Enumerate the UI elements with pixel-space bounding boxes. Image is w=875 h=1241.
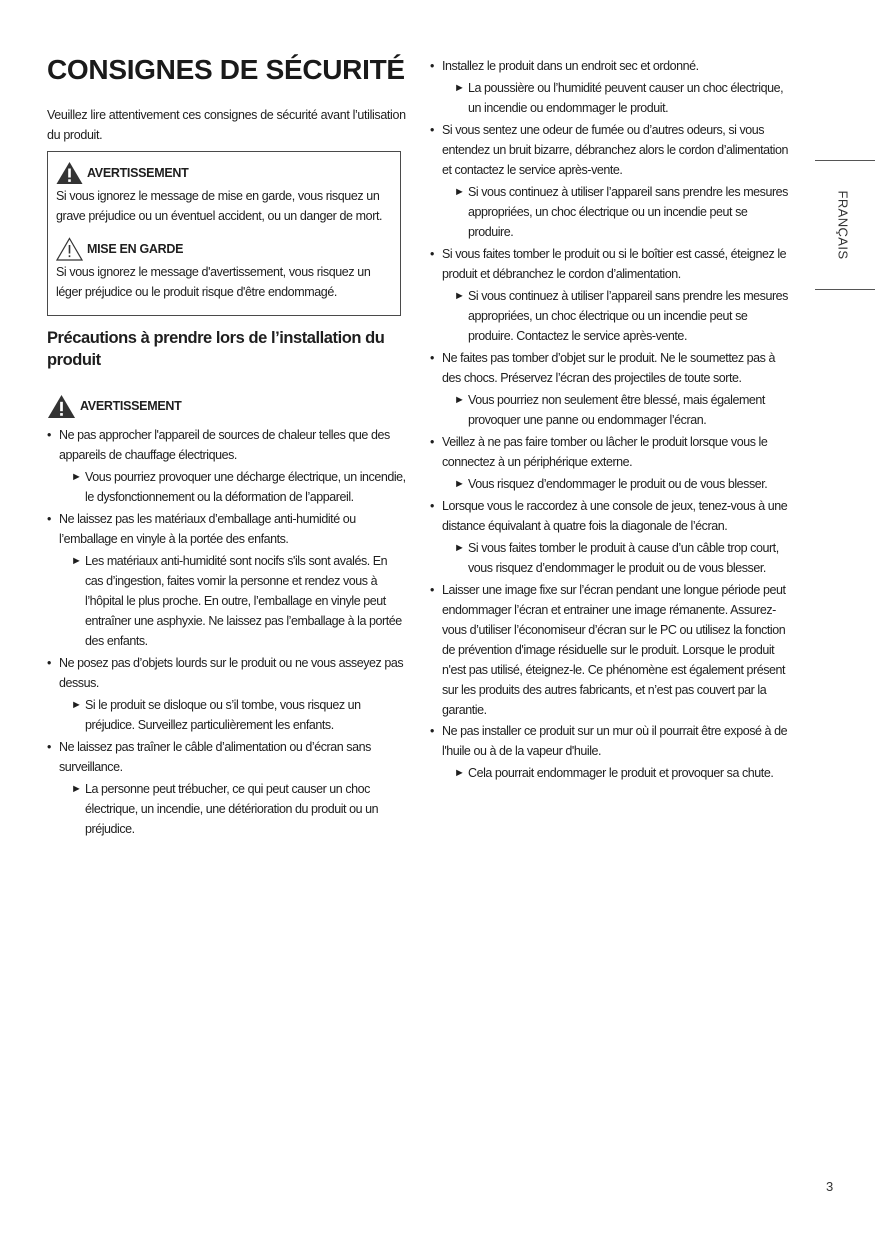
sub-item (59, 779, 407, 839)
item-text: Si vous sentez une odeur de fumée ou d’autres odeurs, si vous entendez un bruit bizarre, débranchez alors le cordon d’alimentation et contactez le service après-vente. (442, 123, 789, 177)
warning-filled-icon (56, 161, 83, 185)
item-text: Ne posez pas d’objets lourds sur le produit ou ne vous asseyez pas dessus. (59, 656, 404, 690)
sub-item-text: La poussière ou l’humidité peuvent causer un choc électrique, un incendie ou endommager le produit. (468, 81, 784, 115)
left-column (47, 425, 407, 841)
sub-item (442, 78, 790, 118)
item-text: Laisser une image fixe sur l’écran pendant une longue période peut endommager l’écran et entrainer une image rémanente. Assurez-vous d’utiliser l’économiseur d’écran sur le PC ou utilisez la fonction de prévention d'image résiduelle sur le produit. Lorsque le produit n'est pas utilisé, éteignez-le. Ce phénomène est également présent sur les produits des autres fabricants, et n’est pas couvert par la garantie. (442, 583, 786, 717)
list-item (430, 496, 790, 578)
item-text: Ne pas approcher l'appareil de sources de chaleur telles que des appareils de chauffage électriques. (59, 428, 390, 462)
list-item (47, 737, 407, 839)
arrow-icon: ► (454, 186, 465, 198)
sub-item-text: Si vous continuez à utiliser l’appareil sans prendre les mesures appropriées, un choc électrique ou un incendie peut se produire. Contactez le service après-vente. (468, 289, 788, 343)
section-warning-header (47, 393, 181, 419)
arrow-icon: ► (454, 290, 465, 302)
item-text: Si vous faites tomber le produit ou si le boîtier est cassé, éteignez le produit et débranchez le cordon d’alimentation. (442, 247, 787, 281)
list-item (430, 580, 790, 720)
item-text: Ne pas installer ce produit sur un mur où il pourrait être exposé à de l'huile ou à de la vapeur d'huile. (442, 724, 788, 758)
bullet: • (47, 740, 51, 754)
list-item (430, 348, 790, 430)
bullet: • (430, 123, 434, 137)
sub-item-text: Vous risquez d’endommager le produit ou de vous blesser. (468, 477, 768, 491)
sub-item (442, 286, 790, 346)
caution-notice-text: Si vous ignorez le message d'avertissement, vous risquez un léger préjudice ou le produit risque d'être endommagé. (56, 265, 371, 299)
list-item (430, 721, 790, 783)
notice-box (47, 151, 401, 316)
sub-item (59, 467, 407, 507)
warning-notice-text: Si vous ignorez le message de mise en garde, vous risquez un grave préjudice ou un éventuel accident, ou un danger de mort. (56, 189, 383, 223)
arrow-icon: ► (454, 82, 465, 94)
arrow-icon: ► (454, 394, 465, 406)
list-item (47, 425, 407, 507)
bullet: • (47, 512, 51, 526)
bullet: • (430, 351, 434, 365)
side-tab-rule-bottom (815, 289, 875, 290)
item-text: Ne faites pas tomber d’objet sur le produit. Ne le soumettez pas à des chocs. Préservez l’écran des projectiles de toute sorte. (442, 351, 775, 385)
sub-item-text: Si vous continuez à utiliser l’appareil sans prendre les mesures appropriées, un choc électrique ou un incendie peut se produire. (468, 185, 788, 239)
section-warning-label: AVERTISSEMENT (80, 399, 182, 413)
sub-item-text: Si le produit se disloque ou s’il tombe, vous risquez un préjudice. Surveillez particulièrement les enfants. (85, 698, 361, 732)
item-text: Ne laissez pas les matériaux d’emballage anti-humidité ou l’emballage en vinyle à la portée des enfants. (59, 512, 356, 546)
list-item (430, 120, 790, 242)
bullet: • (47, 428, 51, 442)
sub-item-text: La personne peut trébucher, ce qui peut causer un choc électrique, un incendie, une détérioration du produit ou un préjudice. (85, 782, 379, 836)
warning-notice-label: AVERTISSEMENT (87, 166, 189, 180)
sub-item-text: Les matériaux anti-humidité sont nocifs s'ils sont avalés. En cas d’ingestion, faites vomir la personne et rendez vous à l’hôpital le plus proche. En outre, l’emballage en vinyle peut entraîner une asphyxie. Ne laissez pas l’emballage à la portée des enfants. (85, 554, 402, 648)
list-item (47, 653, 407, 735)
right-column (430, 56, 790, 785)
caution-notice-label: MISE EN GARDE (87, 242, 184, 256)
bullet: • (430, 724, 434, 738)
bullet: • (430, 583, 434, 597)
warning-filled-icon (47, 394, 76, 419)
item-text: Ne laissez pas traîner le câble d’alimentation ou d’écran sans surveillance. (59, 740, 371, 774)
sub-item (442, 763, 790, 783)
arrow-icon: ► (454, 542, 465, 554)
arrow-icon: ► (71, 699, 82, 711)
item-text: Lorsque vous le raccordez à une console de jeux, tenez-vous à une distance équivalant à quatre fois la diagonale de l’écran. (442, 499, 788, 533)
sub-item (442, 390, 790, 430)
sub-item (442, 474, 790, 494)
bullet: • (430, 59, 434, 73)
list-item (430, 432, 790, 494)
bullet: • (47, 656, 51, 670)
page-number: 3 (826, 1179, 834, 1194)
language-side-tab: FRANÇAIS (835, 190, 851, 260)
sub-item (59, 695, 407, 735)
bullet: • (430, 499, 434, 513)
sub-item-text: Vous pourriez provoquer une décharge électrique, un incendie, le dysfonctionnement ou la déformation de l’appareil. (85, 470, 406, 504)
sub-item-text: Si vous faites tomber le produit à cause d’un câble trop court, vous risquez d’endommager le produit ou de vous blesser. (468, 541, 779, 575)
sub-item (442, 182, 790, 242)
sub-item (59, 551, 407, 651)
warning-notice-header (56, 160, 392, 186)
arrow-icon: ► (71, 555, 82, 567)
arrow-icon: ► (71, 783, 82, 795)
arrow-icon: ► (454, 767, 465, 779)
side-tab-rule-top (815, 160, 875, 161)
page-title: CONSIGNES DE SÉCURITÉ (47, 54, 405, 85)
arrow-icon: ► (71, 471, 82, 483)
list-item (430, 244, 790, 346)
item-text: Installez le produit dans un endroit sec et ordonné. (442, 59, 699, 73)
section-title: Précautions à prendre lors de l’installation du produit (47, 329, 385, 369)
sub-item-text: Vous pourriez non seulement être blessé, mais également provoquer une panne ou endommager l’écran. (468, 393, 765, 427)
bullet: • (430, 247, 434, 261)
bullet: • (430, 435, 434, 449)
list-item (430, 56, 790, 118)
warning-outline-icon (56, 237, 83, 261)
arrow-icon: ► (454, 478, 465, 490)
sub-item-text: Cela pourrait endommager le produit et provoquer sa chute. (468, 766, 774, 780)
intro-text: Veuillez lire attentivement ces consignes de sécurité avant l’utilisation du produit. (47, 108, 406, 142)
list-item (47, 509, 407, 651)
sub-item (442, 538, 790, 578)
caution-notice-header (56, 236, 392, 262)
item-text: Veillez à ne pas faire tomber ou lâcher le produit lorsque vous le connectez à un périphérique externe. (442, 435, 768, 469)
